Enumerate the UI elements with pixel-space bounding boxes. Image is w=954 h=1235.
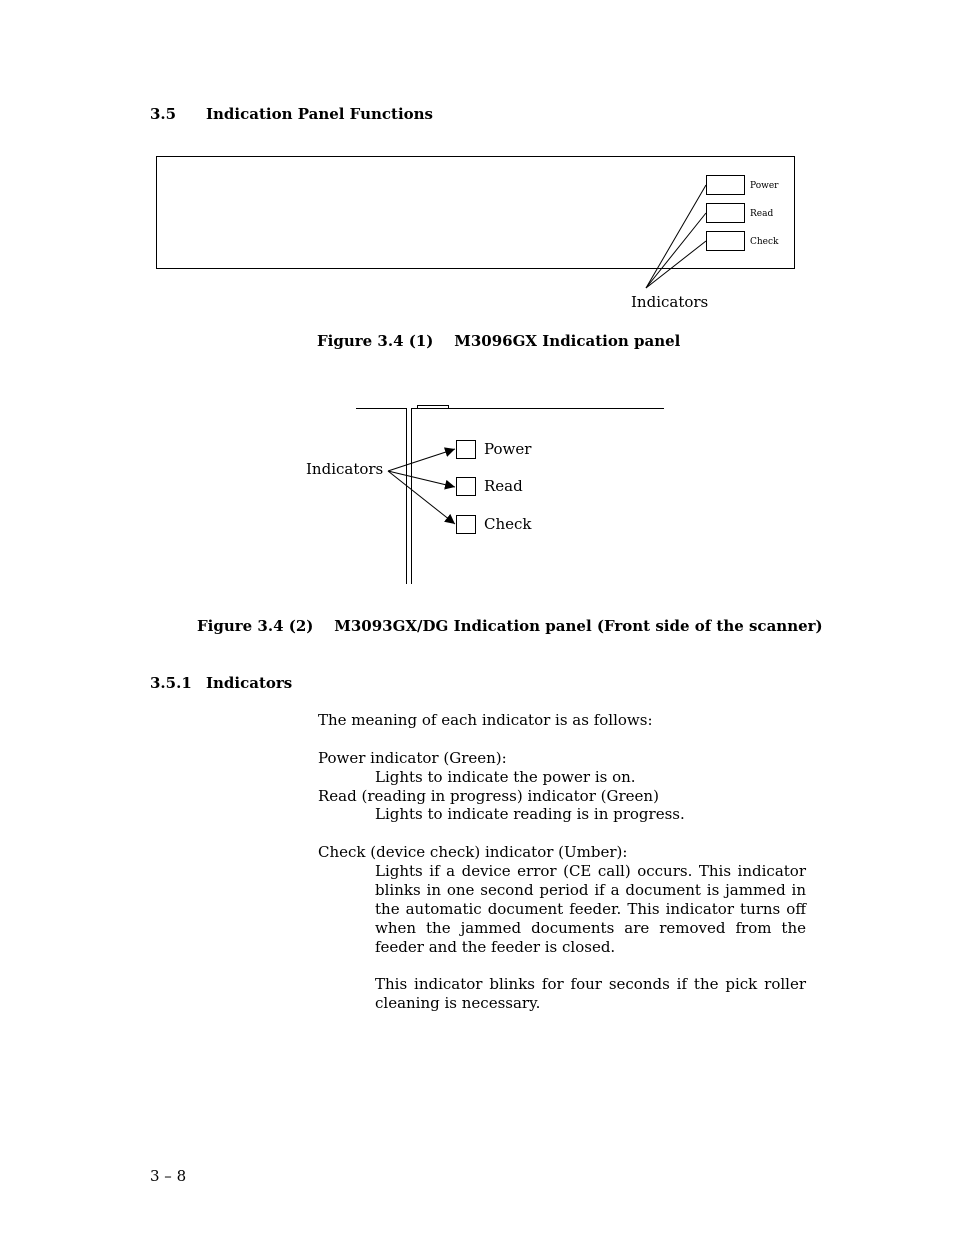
power-indicator-description: Lights to indicate the power is on. <box>375 768 636 786</box>
figure-1-caption: Figure 3.4 (1) M3096GX Indication panel <box>317 332 681 350</box>
leader-line-power <box>646 185 706 288</box>
check-indicator-cleaning-note: This indicator blinks for four seconds if the pick roller cleaning is necessary. <box>375 975 806 1012</box>
read-indicator-title: Read (reading in progress) indicator (Green) <box>318 787 659 805</box>
check-indicator-description: Lights if a device error (CE call) occurs. This indicator blinks in one second period if a document is jammed in the automatic document feeder. This indicator turns off when the jammed documents are removed from the feeder and the feeder is closed. <box>375 862 806 956</box>
leader-line-read <box>646 213 706 288</box>
check-label: Check <box>750 237 779 247</box>
leader-line-check <box>646 241 706 288</box>
indicators-label: Indicators <box>306 460 384 478</box>
check-indicator-title: Check (device check) indicator (Umber): <box>318 843 628 861</box>
page-number: 3 – 8 <box>150 1167 187 1185</box>
check-indicator-box <box>707 232 745 251</box>
read-label: Read <box>484 477 523 495</box>
read-indicator-box <box>457 478 476 496</box>
indicators-label: Indicators <box>631 293 709 311</box>
read-label: Read <box>750 209 774 219</box>
check-label: Check <box>484 515 532 533</box>
section-title: Indication Panel Functions <box>206 105 433 123</box>
panel-outline <box>157 157 795 269</box>
intro-text: The meaning of each indicator is as follows: <box>318 711 653 729</box>
panel-tab <box>418 406 449 409</box>
section-number: 3.5 <box>150 105 177 123</box>
read-indicator-description: Lights to indicate reading is in progress. <box>375 805 685 823</box>
power-indicator-title: Power indicator (Green): <box>318 749 507 767</box>
subsection-title: Indicators <box>206 674 293 692</box>
power-label: Power <box>750 181 779 191</box>
power-indicator-box <box>707 176 745 195</box>
check-indicator-box <box>457 516 476 534</box>
read-indicator-box <box>707 204 745 223</box>
figure-2-diagram <box>0 390 954 600</box>
power-indicator-box <box>457 441 476 459</box>
arrow-power <box>388 449 455 471</box>
figure-2-caption: Figure 3.4 (2) M3093GX/DG Indication panel (Front side of the scanner) <box>197 617 823 635</box>
figure-1-diagram <box>0 0 954 330</box>
power-label: Power <box>484 440 532 458</box>
subsection-number: 3.5.1 <box>150 674 192 692</box>
